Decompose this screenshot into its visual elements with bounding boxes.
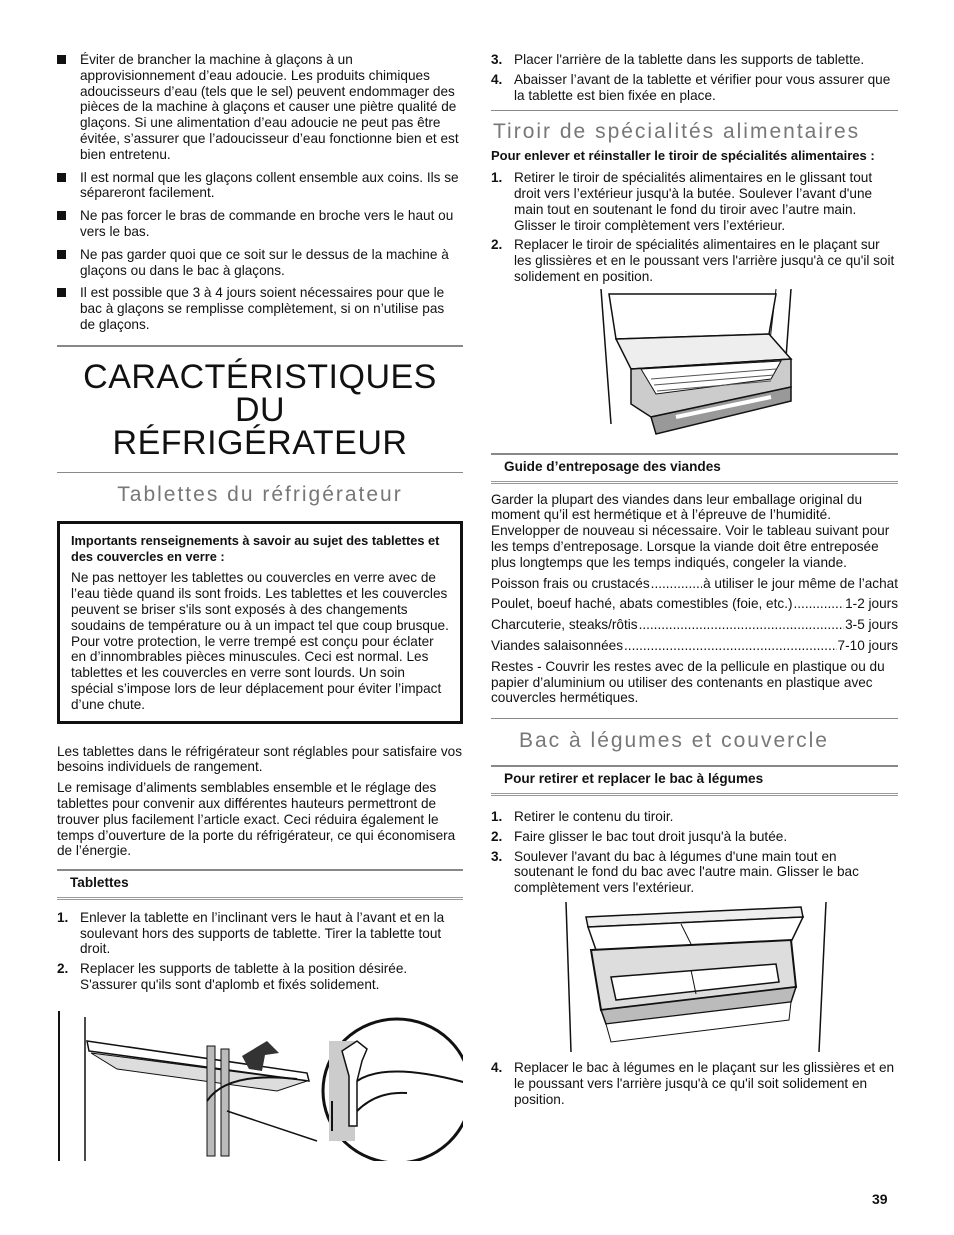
shelf-steps-continued (491, 52, 898, 103)
shelf-illustration (57, 1011, 463, 1161)
paragraph: Le remisage d’aliments semblables ensemble et le réglage des tablettes pour convenir aux différentes hauteurs permettront de trouver plus facilement l’article exact. Ceci réduira également le temps d’ouverture de la porte du réfrigérateur, ce qui économisera de l’énergie. (57, 780, 456, 859)
list-item: Ne pas forcer le bras de commande en broche vers le haut ou vers le bas. (57, 208, 463, 240)
list-item: 1. Enlever la tablette en l’inclinant vers le haut à l’avant et en la soulevant hors des supports de tablette. Tirer la tablette tout droit. (57, 909, 445, 957)
glass-warning-box (57, 521, 463, 724)
list-item: 4. Abaisser l’avant de la tablette et vérifier pour vous assurer que la tablette est bien fixée en place. (491, 71, 891, 103)
square-bullet-icon (57, 288, 66, 297)
list-item: 2. Replacer les supports de tablette à la position désirée. S'assurer qu'ils sont d'aplomb et fixés solidement. (57, 961, 408, 993)
list-item: 3. Soulever l'avant du bac à légumes d'une main tout en soutenant le fond du bac avec l'autre main. Glisser le bac complètement vers l'extérieur. (491, 848, 859, 896)
left-column (57, 52, 463, 1161)
table-row: Viandes salaisonnées ..... 7-10 jours (491, 638, 898, 654)
meat-storage-table (491, 576, 898, 654)
table-row: Poisson frais ou crustacés ..... à utiliser le jour même de l’achat (491, 576, 898, 592)
paragraph: Les tablettes dans le réfrigérateur sont réglables pour satisfaire vos besoins individuels de rangement. (57, 743, 463, 775)
list-item: 1. Retirer le tiroir de spécialités alimentaires en le glissant tout droit vers l’extérieur jusqu'à la butée. Soulever l’avant d'une main tout en soutenant le fond du tiroir avec l’autre main. Glisser le tiroir complètement vers l’extérieur. (491, 170, 873, 233)
list-item: 1. Retirer le contenu du tiroir. (491, 808, 674, 824)
list-item: Éviter de brancher la machine à glaçons à un approvisionnement d’eau adoucie. Les produits chimiques adoucisseurs d’eau (tels que le sel) peuvent endommager des pièces de la machine à glaçons et causer une piètre qualité de glaçons. Si une alimentation d’eau adoucie ne peut pas être évitée, s’assurer que l’adoucisseur d’eau fonctionne bien et est bien entretenu. (57, 52, 463, 163)
crisper-step-4 (491, 1060, 898, 1107)
page-number: 39 (872, 1191, 888, 1207)
drawer-steps (491, 170, 898, 285)
list-item: 2. Faire glisser le bac tout droit jusqu'à la butée. (491, 828, 788, 844)
list-item: Il est normal que les glaçons collent ensemble aux coins. Ils se sépareront facilement. (57, 170, 463, 202)
warning-body: Ne pas nettoyer les tablettes ou couvercles en verre avec de l’eau tiède quand ils sont froids. Les tablettes et les couvercles peuvent se briser s'ils sont exposés à des changements soudains de température ou à un impact tel que coup brusque. Pour votre protection, le verre trempé est conçu pour éclater en d’innombrables pièces minuscules. Ceci est normal. Les tablettes et les couvercles en verre sont lourds. Un soin spécial s’impose lors de leur déplacement pour éviter l’impact d’une chute. (71, 570, 449, 712)
page-title: CARACTÉRISTIQUES DU RÉFRIGÉRATEUR (83, 357, 437, 462)
subheading-meat-guide: Guide d’entreposage des viandes (491, 455, 898, 484)
list-item: 4. Replacer le bac à légumes en le plaçant sur les glissières et en le poussant vers l'arrière jusqu'à ce qu'il soit solidement en position. (491, 1059, 895, 1107)
square-bullet-icon (57, 173, 66, 182)
crisper-illustration (491, 902, 898, 1052)
subheading-crisper: Pour retirer et replacer le bac à légumes (491, 767, 898, 796)
table-row: Poulet, boeuf haché, abats comestibles (foie, etc.) ..... 1-2 jours (491, 596, 898, 612)
leftovers-note: Restes - Couvrir les restes avec de la pellicule en plastique ou du papier d’aluminium ou utiliser des contenants en plastique avec couvercles hermétiques. (491, 658, 885, 706)
section-title-shelves: Tablettes du réfrigérateur (117, 482, 403, 506)
square-bullet-icon (57, 55, 66, 64)
section-title-crisper: Bac à légumes et couvercle (519, 729, 829, 753)
specialty-drawer-illustration (491, 289, 898, 451)
subheading-shelves: Tablettes (57, 871, 463, 900)
square-bullet-icon (57, 250, 66, 259)
drawer-lead: Pour enlever et réinstaller le tiroir de spécialités alimentaires : (491, 148, 875, 164)
meat-intro: Garder la plupart des viandes dans leur emballage original du moment qu’il est hermétique et à l’épreuve de l’humidité. Envelopper de nouveau si nécessaire. Voir le tableau suivant pour les temps d’entreposage. Lorsque la viande doit être entreposée plus longtemps que les temps indiqués, congeler la viande. (491, 491, 890, 570)
crisper-steps (491, 809, 898, 896)
right-column (491, 52, 898, 1111)
shelf-steps (57, 910, 463, 993)
list-item: Ne pas garder quoi que ce soit sur le dessus de la machine à glaçons ou dans le bac à glaçons. (57, 247, 463, 279)
section-title-specialty-drawer: Tiroir de spécialités alimentaires (493, 120, 861, 144)
table-row: Charcuterie, steaks/rôtis ..... 3-5 jours (491, 617, 898, 633)
icemaker-tips-list (57, 52, 463, 333)
square-bullet-icon (57, 211, 66, 220)
list-item: 2. Replacer le tiroir de spécialités alimentaires en le plaçant sur les glissières et en le poussant vers l'arrière jusqu'à ce qu'il soit solidement en position. (491, 237, 895, 284)
list-item: 3. Placer l'arrière de la tablette dans les supports de tablette. (491, 52, 865, 67)
list-item: Il est possible que 3 à 4 jours soient nécessaires pour que le bac à glaçons se remplisse complètement, si on n’utilise pas de glaçons. (57, 285, 463, 332)
warning-heading: Importants renseignements à savoir au sujet des tablettes et des couvercles en verre : (71, 532, 440, 564)
